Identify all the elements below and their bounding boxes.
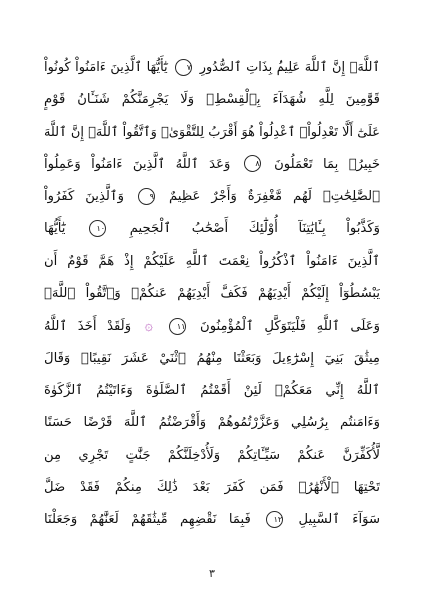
ayah-end-marker: ١٢: [266, 511, 283, 528]
ayah-end-marker: ٩: [138, 188, 155, 205]
line-text: وَلَقَدْ أَخَذَ ٱللَّهُ: [44, 319, 132, 335]
line-text: خَبِيرُۢ بِمَا تَعْمَلُونَ: [274, 156, 380, 172]
text-line: [44, 181, 380, 213]
line-text: ٱلَّذِينَ ءَامَنُواْ ٱذْكُرُواْ نِعْمَتَ ٱللَّهِ عَلَيْكُمْ إِذْ هَمَّ قَوْمٌ أَن: [44, 253, 380, 269]
line-text: سَوَآءَ ٱلسَّبِيلِ: [298, 512, 380, 528]
line-text: عَلَىٰٓ أَلَّا تَعْدِلُواْۚ ٱعْدِلُواْ هُوَ أَقْرَبُ لِلتَّقْوَىٰۖ وَٱتَّقُواْ ٱللَّهَۚ إِنَّ ٱللَّهَ: [44, 124, 380, 140]
text-line: [44, 407, 380, 439]
line-text: وَٱلَّذِينَ كَفَرُواْ: [44, 189, 124, 205]
line-text: مِيثَٰقَ بَنِيٓ إِسْرَٰٓءِيلَ وَبَعَثْنَا مِنْهُمُ ٱثْنَيْ عَشَرَ نَقِيبًاۖ وَقَالَ: [44, 350, 380, 366]
line-text: ٱللَّهَۚ إِنَّ ٱللَّهَ عَلِيمُۢ بِذَاتِ ٱلصُّدُورِ: [199, 60, 380, 75]
line-text: يَبْسُطُوٓاْ إِلَيْكُمْ أَيْدِيَهُمْ فَكَفَّ أَيْدِيَهُمْ عَنكُمْۖ وَٱتَّقُواْ ٱللَّهَۚ: [44, 286, 380, 302]
line-text: يَٰٓأَيُّهَا ٱلَّذِينَ ءَامَنُواْ كُونُواْ: [44, 60, 168, 75]
line-text: وَعَدَ ٱللَّهُ ٱلَّذِينَ ءَامَنُواْ وَعَمِلُواْ: [44, 156, 231, 172]
ayah-end-marker: ١٠: [89, 220, 106, 237]
line-text: وَكَذَّبُواْ بِـَٔايَٰتِنَآ أُوْلَٰٓئِكَ أَصْحَٰبُ ٱلْجَحِيمِ: [129, 221, 380, 237]
text-line: [44, 84, 380, 116]
page-number: ٣: [209, 567, 215, 580]
text-line: [44, 310, 380, 342]
ayah-end-marker: ٧: [175, 59, 192, 76]
ayah-end-marker: ١١: [169, 318, 186, 335]
ayah-end-marker: ٨: [244, 155, 261, 172]
line-text: يَٰٓأَيُّهَا: [44, 221, 66, 237]
line-text: لَّأُكَفِّرَنَّ عَنكُمْ سَيِّـَٔاتِكُمْ وَلَأُدْخِلَنَّكُمْ جَنَّٰتٍ تَجْرِي مِن: [44, 447, 380, 463]
line-text: فَبِمَا نَقْضِهِم مِّيثَٰقَهُمْ لَعَنَّٰهُمْ وَجَعَلْنَا: [44, 512, 251, 528]
text-line: [44, 246, 380, 278]
text-line: [44, 440, 380, 472]
text-line: [44, 504, 380, 536]
line-text: قَوَّٰمِينَ لِلَّهِ شُهَدَآءَ بِٱلْقِسْطِۖ وَلَا يَجْرِمَنَّكُمْ شَنَـَٔانُ قَوْمٍ: [44, 92, 380, 108]
text-line: [44, 375, 380, 407]
line-text: ٱلصَّٰلِحَٰتِۙ لَهُم مَّغْفِرَةٌ وَأَجْرٌ عَظِيمٌ: [168, 189, 380, 205]
line-text: وَءَامَنتُم بِرُسُلِي وَعَزَّرْتُمُوهُمْ وَأَقْرَضْتُمُ ٱللَّهَ قَرْضًا حَسَنًا: [44, 415, 380, 431]
verse-text-block: [44, 52, 380, 536]
text-line: [44, 343, 380, 375]
text-line: [44, 278, 380, 310]
text-line: [44, 213, 380, 245]
text-line: [44, 52, 380, 84]
hizb-star-icon: ۞: [144, 318, 153, 335]
text-line: [44, 117, 380, 149]
text-line: [44, 149, 380, 181]
text-line: [44, 472, 380, 504]
line-text: وَعَلَى ٱللَّهِ فَلْيَتَوَكَّلِ ٱلْمُؤْمِنُونَ: [200, 319, 380, 335]
line-text: تَحْتِهَا ٱلْأَنْهَٰرُۚ فَمَن كَفَرَ بَعْدَ ذَٰلِكَ مِنكُمْ فَقَدْ ضَلَّ: [44, 479, 380, 495]
line-text: ٱللَّهُ إِنِّي مَعَكُمْۖ لَئِنْ أَقَمْتُمُ ٱلصَّلَوٰةَ وَءَاتَيْتُمُ ٱلزَّكَوٰةَ: [44, 382, 380, 398]
